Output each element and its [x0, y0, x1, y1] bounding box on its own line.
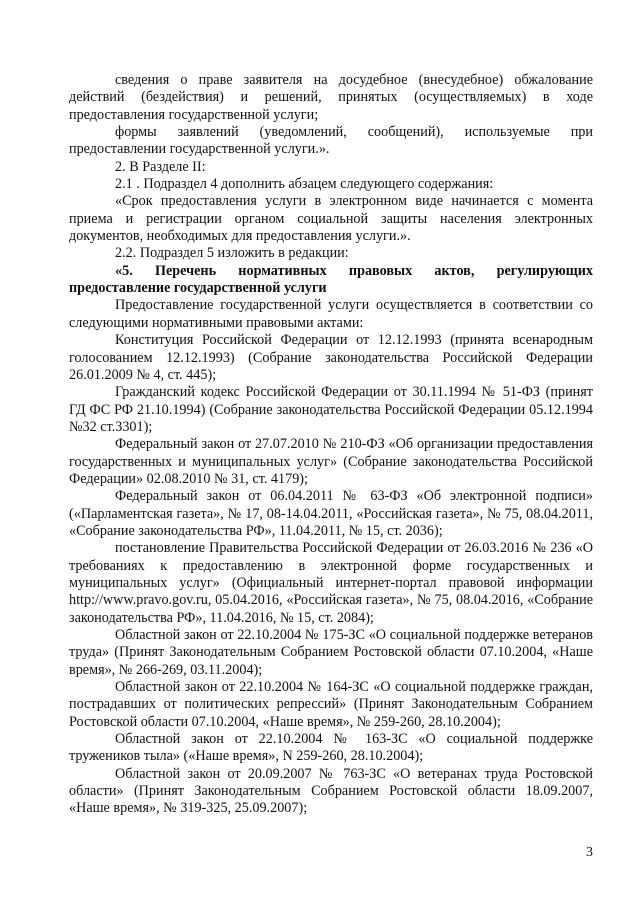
paragraph-electronic-term: «Срок предоставления услуги в электронном виде начинается с момента приема и регистрации органом социальной защиты населения электронных документов, необходимых для предоставления услуги.».	[69, 193, 593, 245]
paragraph-subsection-4: 2.1 . Подраздел 4 дополнить абзацем следующего содержания:	[115, 176, 494, 193]
list-item-regional-law-763: Областной закон от 20.09.2007 № 763-ЗС «О ветеранах труда Ростовской области» (Принят Законодательным Собранием Ростовской области 18.09.2007, «Наше время», № 319-325, 25.09.2007);	[69, 765, 593, 817]
section-heading-legal-acts: «5. Перечень нормативных правовых актов, регулирующих предоставление государственной услуги	[69, 262, 593, 297]
list-item-regional-law-175: Областной закон от 22.10.2004 № 175-ЗС «О социальной поддержке ветеранов труда» (Принят Законодательным Собранием Ростовской области 07.10.2004, «Наше время», № 266-269, 03.11.2004);	[69, 627, 593, 678]
list-item-constitution: Конституция Российской Федерации от 12.12.1993 (принята всенародным голосованием 12.12.1993) (Собрание законодательства Российской Федерации 26.01.2009 № 4, ст. 445);	[69, 332, 593, 383]
list-item-government-decree-236: постановление Правительства Российской Федерации от 26.03.2016 № 236 «О требованиях к предоставлению в электронной форме государственных и муниципальных услуг» (Официальный интернет-портал правовой информации http://www.pravo.gov.ru, 05.04.2016, «Российская газета», № 75, 08.04.2016, «Собрание законодательства РФ», 11.04.2016, № 15, ст. 2084);	[69, 540, 593, 626]
paragraph-legal-acts-intro: Предоставление государственной услуги осуществляется в соответствии со следующими нормативными правовыми актами:	[69, 297, 593, 331]
page-number: 3	[586, 845, 593, 860]
document-body	[69, 72, 593, 818]
list-item-regional-law-163: Областной закон от 22.10.2004 № 163-ЗС «О социальной поддержке тружеников тыла» («Наше время», N 259-260, 28.10.2004);	[69, 731, 593, 765]
paragraph-application-forms: формы заявлений (уведомлений, сообщений), используемые при предоставлении государственной услуги.».	[69, 124, 593, 158]
paragraph-section-ii: 2. В Разделе II:	[115, 158, 206, 175]
paragraph-appeal-rights: сведения о праве заявителя на досудебное (внесудебное) обжалование действий (бездействия) и решений, принятых (осуществляемых) в ходе предоставления государственной услуги;	[69, 72, 593, 123]
list-item-federal-law-210: Федеральный закон от 27.07.2010 № 210-ФЗ «Об организации предоставления государственных и муниципальных услуг» (Собрание законодательства Российской Федерации» 02.08.2010 № 31, ст. 4179);	[69, 436, 593, 487]
list-item-regional-law-164: Областной закон от 22.10.2004 № 164-ЗС «О социальной поддержке граждан, пострадавших от политических репрессий» (Принят Законодательным Собранием Ростовской области 07.10.2004, «Наше время», № 259-260, 28.10.2004);	[69, 679, 593, 730]
list-item-federal-law-63: Федеральный закон от 06.04.2011 № 63-ФЗ «Об электронной подписи» («Парламентская газета», № 17, 08-14.04.2011, «Российская газета», № 75, 08.04.2011, «Собрание законодательства РФ», 11.04.2011, № 15, ст. 2036);	[69, 488, 593, 539]
list-item-civil-code: Гражданский кодекс Российской Федерации от 30.11.1994 № 51-ФЗ (принят ГД ФС РФ 21.10.1994) (Собрание законодательства Российской Федерации 05.12.1994 №32 ст.3301);	[69, 384, 593, 435]
paragraph-subsection-5: 2.2. Подраздел 5 изложить в редакции:	[115, 245, 349, 262]
